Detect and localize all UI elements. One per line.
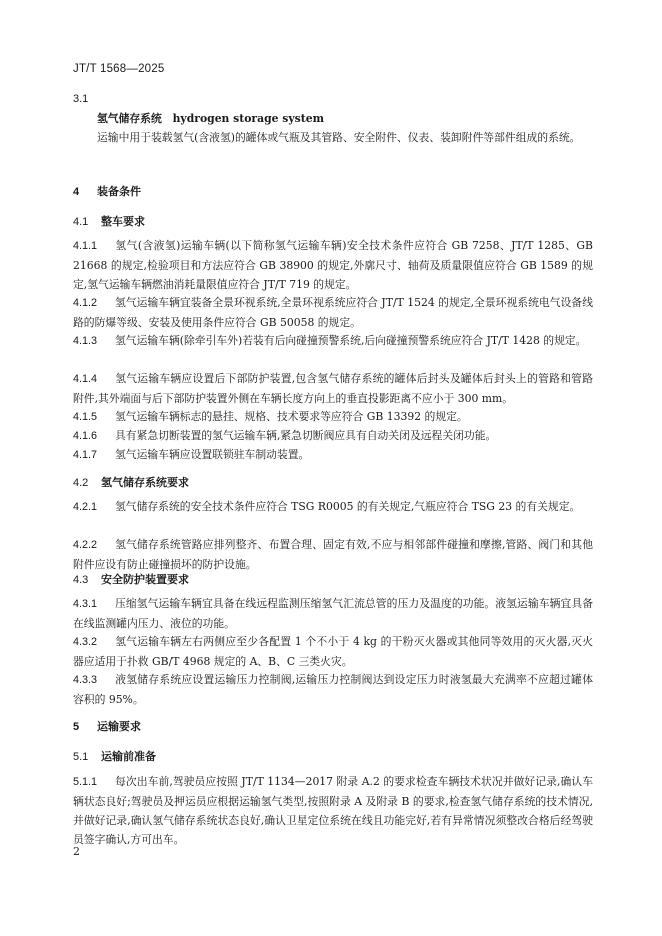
clause-number: 4.3.2 <box>73 636 98 648</box>
subsection-number: 4.1 <box>73 216 89 228</box>
subsection-number: 4.2 <box>73 477 89 489</box>
term-title: 氢气储存系统 hydrogen storage system <box>97 112 325 125</box>
clause-number: 4.1.7 <box>73 449 98 461</box>
clause-text: 具有紧急切断装置的氢气运输车辆,紧急切断阀应具有自动关闭及远程关闭功能。 <box>115 429 497 442</box>
page-number: 2 <box>73 845 80 858</box>
section-heading-4 <box>73 183 141 199</box>
subsection-heading-4-2 <box>73 474 189 490</box>
subsection-title: 氢气储存系统要求 <box>101 477 189 489</box>
clause-number: 4.3.1 <box>73 598 98 610</box>
clause-number: 4.3.3 <box>73 674 98 686</box>
clause-4-1-2 <box>73 293 593 332</box>
clause-4-3-2 <box>73 632 593 671</box>
clause-text: 氢气运输车辆左右两侧应至少各配置 1 个不小于 4 kg 的干粉灭火器或其他同等效用的灭火器,灭火器应适用于扑救 GB/T 4968 规定的 A、B、C 三类火灾。 <box>73 635 593 668</box>
subsection-title: 运输前准备 <box>101 751 156 763</box>
clause-text: 压缩氢气运输车辆宜具备在线远程监测压缩氢气汇流总管的压力及温度的功能。液氢运输车辆宜具备在线监测罐内压力、液位的功能。 <box>73 597 593 630</box>
section-title: 装备条件 <box>97 186 141 198</box>
standard-code: JT/T 1568—2025 <box>73 63 165 75</box>
subsection-number: 5.1 <box>73 751 89 763</box>
clause-4-1-6 <box>73 426 593 446</box>
clause-text: 氢气运输车辆(除牵引车外)若装有后向碰撞预警系统,后向碰撞预警系统应符合 JT/T 1428 的规定。 <box>115 334 587 347</box>
clause-text: 氢气运输车辆宜装备全景环视系统,全景环视系统应符合 JT/T 1524 的规定,全景环视系统电气设备线路的防爆等级、安装及使用条件应符合 GB 50058 的规定。 <box>73 296 593 329</box>
clause-text: 氢气储存系统的安全技术条件应符合 TSG R0005 的有关规定,气瓶应符合 TSG 23 的有关规定。 <box>115 500 581 513</box>
clause-4-2-2 <box>73 535 593 574</box>
clause-number: 4.1.2 <box>73 297 98 309</box>
clause-number: 4.1.1 <box>73 240 98 252</box>
clause-text: 氢气(含液氢)运输车辆(以下简称氢气运输车辆)安全技术条件应符合 GB 7258、JT/T 1285、GB 21668 的规定,检验项目和方法应符合 GB 38900 的规定,外廓尺寸、轴荷及质量限值应符合 GB 1589 的规定,氢气运输车辆燃油消耗量限值应符合 JT/T 719 的规定。 <box>73 239 593 291</box>
clause-text: 液氢储存系统应设置运输压力控制阀,运输压力控制阀达到设定压力时液氢最大充满率不应超过罐体容积的 95%。 <box>73 673 593 706</box>
section-number: 5 <box>73 721 80 733</box>
clause-5-1-1 <box>73 772 593 849</box>
clause-text: 氢气储存系统管路应排列整齐、布置合理、固定有效,不应与相邻部件碰撞和摩擦,管路、阀门和其他附件应设有防止碰撞损坏的防护设施。 <box>73 538 593 571</box>
clause-text: 氢气运输车辆应设置联锁驻车制动装置。 <box>115 448 310 461</box>
clause-number: 4.1.5 <box>73 411 98 423</box>
clause-4-1-3 <box>73 331 593 351</box>
clause-4-3-3 <box>73 670 593 709</box>
clause-4-1-7 <box>73 445 593 465</box>
clause-4-1-4 <box>73 369 593 408</box>
clause-4-2-1 <box>73 497 593 517</box>
subsection-heading-5-1 <box>73 748 156 764</box>
clause-text: 氢气运输车辆应设置后下部防护装置,包含氢气储存系统的罐体后封头及罐体后封头上的管路和管路附件,其外端面与后下部防护装置外侧在车辆长度方向上的垂直投影距离不应小于 300 mm。 <box>73 372 593 405</box>
clause-4-1-1 <box>73 236 593 294</box>
term-number: 3.1 <box>73 93 89 105</box>
term-definition: 运输中用于装载氢气(含液氢)的罐体或气瓶及其管路、安全附件、仪表、装卸附件等部件组成的系统。 <box>97 131 581 144</box>
subsection-number: 4.3 <box>73 574 89 586</box>
clause-text: 氢气运输车辆标志的悬挂、规格、技术要求等应符合 GB 13392 的规定。 <box>115 410 468 423</box>
section-heading-5 <box>73 718 141 734</box>
subsection-heading-4-3 <box>73 571 189 587</box>
clause-number: 4.1.6 <box>73 430 98 442</box>
subsection-heading-4-1 <box>73 213 145 229</box>
clause-number: 4.1.3 <box>73 335 98 347</box>
clause-text: 每次出车前,驾驶员应按照 JT/T 1134—2017 附录 A.2 的要求检查车辆技术状况并做好记录,确认车辆状态良好;驾驶员及押运员应根据运输氢气类型,按照附录 A 及附录 B 的要求,检查氢气储存系统的技术情况,并做好记录,确认氢气储存系统状态良好,确认卫星定位系统在线且功能完好,若有异常情况须整改合格后经驾驶员签字确认,方可出车。 <box>73 775 593 846</box>
clause-number: 4.1.4 <box>73 373 98 385</box>
section-number: 4 <box>73 186 80 198</box>
clause-number: 5.1.1 <box>73 776 98 788</box>
subsection-title: 安全防护装置要求 <box>101 574 189 586</box>
subsection-title: 整车要求 <box>101 216 145 228</box>
clause-4-1-5 <box>73 407 593 427</box>
clause-number: 4.2.1 <box>73 501 98 513</box>
clause-4-3-1 <box>73 594 593 633</box>
clause-number: 4.2.2 <box>73 539 98 551</box>
section-title: 运输要求 <box>97 721 141 733</box>
